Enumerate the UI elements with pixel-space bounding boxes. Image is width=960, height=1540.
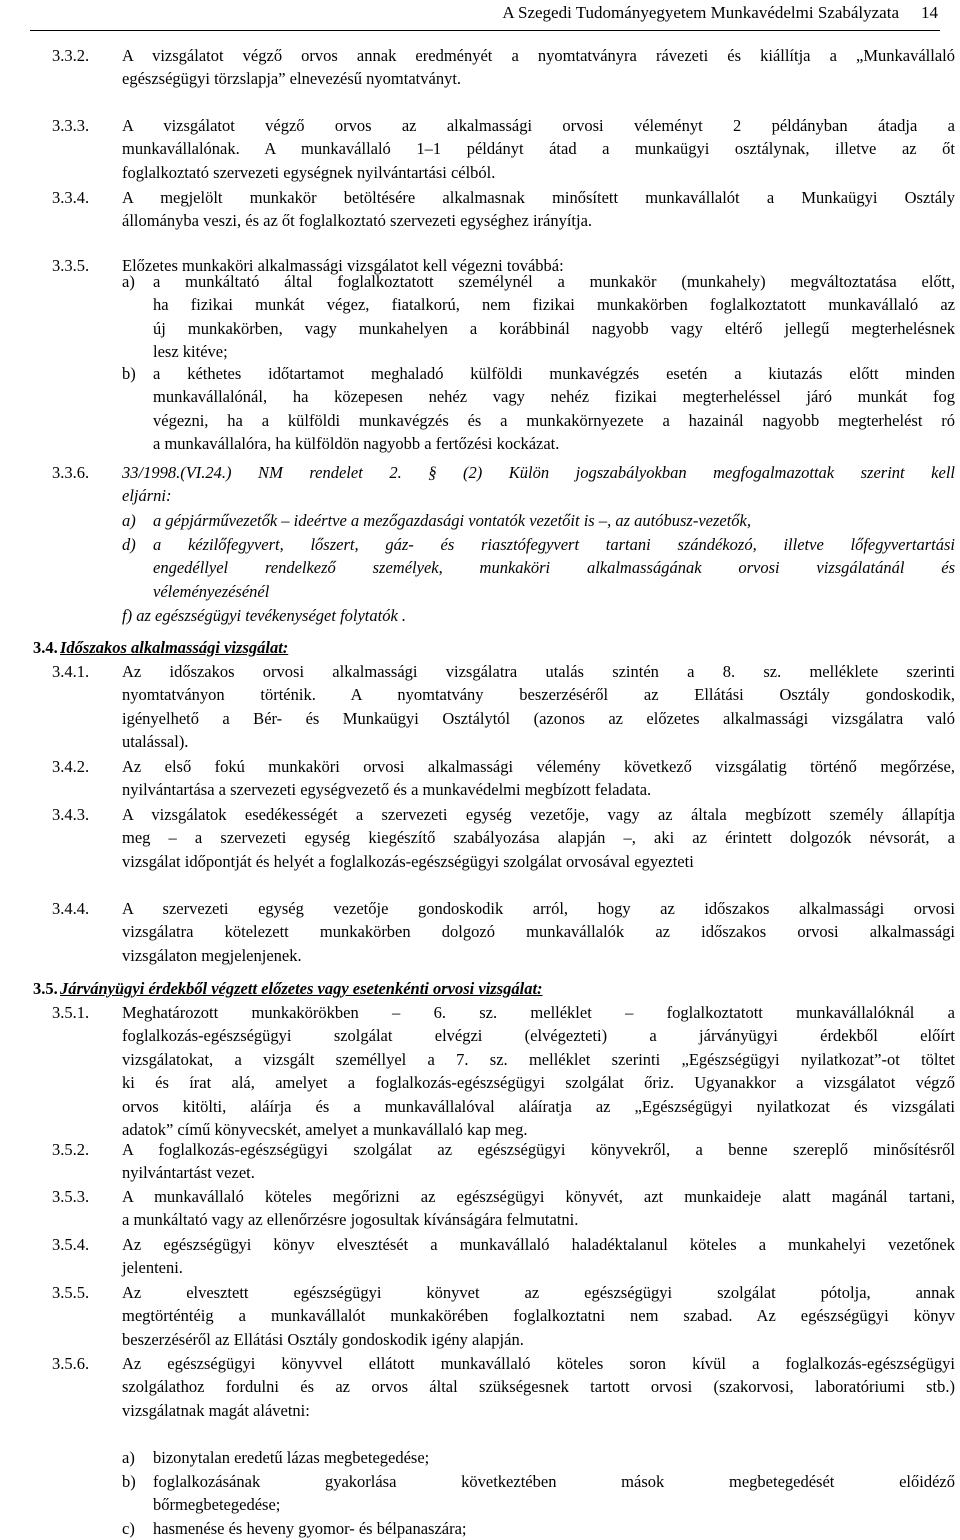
- list-item: [0, 1446, 960, 1469]
- paragraph-number: 3.3.3.: [52, 116, 90, 135]
- text-line: Az időszakos orvosi alkalmassági vizsgálatra utalás szintén a 8. sz. melléklete szerinti: [122, 662, 955, 681]
- text-line: a gépjárművezetők – ideértve a mezőgazdasági vontatók vezetőit is –, az autóbusz-vezetők,: [153, 511, 751, 530]
- paragraph-number: 3.4.4.: [52, 899, 90, 918]
- text-line: munkavállalónál, ha közepesen nehéz vagy nehéz fizikai megterheléssel járó munkát fog: [153, 387, 955, 407]
- text-line: egészségügyi törzslapja” elnevezésű nyomtatványt.: [122, 69, 462, 89]
- list-item: [0, 362, 960, 456]
- text-line: 33/1998.(VI.24.) NM rendelet 2. § (2) Külön jogszabályokban megfogalmazottak szerint kell: [122, 463, 955, 482]
- header-title: A Szegedi Tudományegyetem Munkavédelmi Szabályzata: [502, 3, 899, 22]
- text-line: vizsgálat időpontját és helyét a foglalkozás-egészségügyi szolgálat orvosával egyezteti: [122, 851, 694, 871]
- text-line: állományba veszi, és az őt foglalkoztató szervezeti egységhez irányítja.: [122, 211, 593, 231]
- text-line: meg – a szervezeti egység kiegészítő szabályozása alapján –, aki az érintett dolgozók névsorát, a: [122, 828, 955, 848]
- list-item: [0, 270, 960, 364]
- text-line: a munkáltató vagy az ellenőrzésre jogosultak kívánságára felmutatni.: [122, 1210, 579, 1230]
- list-label: b): [122, 1472, 136, 1491]
- text-line: A vizsgálatok esedékességét a szervezeti egység vezetője, vagy az általa megbízott személy állapítja: [122, 805, 955, 824]
- section-heading: [0, 636, 960, 659]
- text-line: Előzetes munkaköri alkalmassági vizsgálatot kell végezni továbbá:: [122, 256, 564, 275]
- text-line: Az egészségügyi könyvvel ellátott munkavállaló köteles soron kívül a foglalkozás-egészségügyi: [122, 1354, 955, 1373]
- numbered-paragraph: [0, 1185, 960, 1232]
- text-line: a munkáltató által foglalkoztatott személynél a munkakör (munkahely) megváltoztatása előtt,: [153, 272, 955, 291]
- text-line: megtörténtéig a munkavállalót munkakörében foglalkoztatni nem szabad. Az egészségügyi könyv: [122, 1306, 955, 1326]
- section-title: Időszakos alkalmassági vizsgálat:: [60, 638, 289, 657]
- text-line: bizonytalan eredetű lázas megbetegedése;: [153, 1448, 430, 1467]
- text-line: eljárni:: [122, 486, 172, 506]
- text-line: jelenteni.: [122, 1258, 183, 1278]
- text-line: nyilvántartása a szervezeti egységvezető és a munkavédelmi megbízott feladata.: [122, 780, 652, 800]
- text-line: ki és írat alá, amelyet a foglalkozás-egészségügyi szolgálat őriz. Ugyanakkor a vizsgálatot végző: [122, 1073, 955, 1093]
- numbered-paragraph: [0, 44, 960, 91]
- paragraph-number: 3.5.1.: [52, 1003, 90, 1022]
- text-line: A vizsgálatot végző orvos az alkalmassági orvosi véleményt 2 példányban átadja a: [122, 116, 955, 135]
- numbered-paragraph: [0, 660, 960, 754]
- paragraph-number: 3.4.2.: [52, 757, 90, 776]
- numbered-paragraph: [0, 114, 960, 184]
- text-line: foglalkozás-egészségügyi szolgálat elvégzi (elvégezteti) a járványügyi érdekből előírt: [122, 1026, 955, 1046]
- text-line: foglalkoztató szervezeti egységnek nyilvántartási célból.: [122, 162, 496, 182]
- text-line: munkavállalónak. A munkavállaló 1–1 példányt átad a munkaügyi osztálynak, illetve az őt: [122, 139, 955, 159]
- text-line: foglalkozásának gyakorlása következtében mások megbetegedését előidéző: [153, 1472, 955, 1491]
- text-line: véleményezésénél: [153, 581, 270, 601]
- page-number: 14: [921, 3, 938, 22]
- text-line: adatok” című könyvecskét, amelyet a munkavállaló kap meg.: [122, 1120, 528, 1139]
- text-line: ha fizikai munkát végez, fiatalkorú, nem fizikai munkakörben foglalkoztatott munkavállaló az: [153, 295, 955, 315]
- text-line: Az egészségügyi könyv elvesztését a munkavállaló haladéktalanul köteles a munkahelyi vezetőnek: [122, 1235, 955, 1254]
- numbered-paragraph: [0, 1138, 960, 1185]
- numbered-paragraph: [0, 1001, 960, 1141]
- text-line: végezni, ha a külföldi munkavégzés és a munkakörnyezete a hazainál nagyobb megterhelést ró: [153, 410, 955, 430]
- text-line: f) az egészségügyi tevékenységet folytatók .: [122, 606, 407, 625]
- paragraph-number: 3.3.2.: [52, 46, 90, 65]
- paragraph-number: 3.4.1.: [52, 662, 90, 681]
- list-label: a): [122, 272, 135, 291]
- text-line: utalással).: [122, 732, 189, 752]
- section-number: 3.5.: [33, 979, 58, 998]
- list-item: [0, 604, 960, 627]
- text-line: szolgálathoz fordulni és az orvos által szükségesnek tartott orvosi (szakorvosi, laboratóriumi stb.): [122, 1377, 955, 1397]
- numbered-paragraph: [0, 755, 960, 802]
- text-line: A megjelölt munkakör betöltésére alkalmasnak minősített munkavállalót a Munkaügyi Osztály: [122, 188, 955, 207]
- text-line: vizsgálatokat, a vizsgált személlyel a 7. sz. melléklet szerinti „Egészségügyi nyilatkozat”-ot töltet: [122, 1049, 955, 1069]
- paragraph-number: 3.4.3.: [52, 805, 90, 824]
- list-item: [0, 1470, 960, 1517]
- paragraph-number: 3.5.2.: [52, 1140, 90, 1159]
- text-line: Az első fokú munkaköri orvosi alkalmassági vélemény következő vizsgálatig történő megőrzése,: [122, 757, 955, 776]
- paragraph-number: 3.5.4.: [52, 1235, 90, 1254]
- numbered-paragraph: [0, 803, 960, 873]
- text-line: vizsgálaton megjelenjenek.: [122, 945, 302, 965]
- text-line: vizsgálatnak magát alávetni:: [122, 1400, 310, 1420]
- list-label: d): [122, 535, 136, 554]
- list-item: [0, 1517, 960, 1540]
- numbered-paragraph: [0, 1352, 960, 1422]
- text-line: vizsgálatra kötelezett munkakörben dolgozó munkavállalók az időszakos orvosi alkalmassági: [122, 922, 955, 942]
- numbered-paragraph: [0, 897, 960, 967]
- page-header: [502, 2, 938, 24]
- list-label: a): [122, 1448, 135, 1467]
- text-line: A szervezeti egység vezetője gondoskodik arról, hogy az időszakos alkalmassági orvosi: [122, 899, 955, 918]
- numbered-paragraph: [0, 461, 960, 508]
- paragraph-number: 3.5.3.: [52, 1187, 90, 1206]
- text-line: Meghatározott munkakörökben – 6. sz. melléklet – foglalkoztatott munkavállalóknál a: [122, 1003, 955, 1022]
- text-line: A munkavállaló köteles megőrizni az egészségügyi könyvét, azt munkaideje alatt magánál tartani,: [122, 1187, 955, 1206]
- list-item: [0, 509, 960, 532]
- text-line: A vizsgálatot végző orvos annak eredményét a nyomtatványra rávezeti és kiállítja a „Munkavállaló: [122, 46, 955, 65]
- text-line: beszerzéséről az Ellátási Osztály gondoskodik igény alapján.: [122, 1329, 524, 1349]
- paragraph-number: 3.5.5.: [52, 1283, 90, 1302]
- numbered-paragraph: [0, 1281, 960, 1351]
- text-line: A foglalkozás-egészségügyi szolgálat az egészségügyi könyvekről, a benne szereplő minősítésről: [122, 1140, 955, 1159]
- header-rule: [30, 30, 940, 31]
- text-line: a kéthetes időtartamot meghaladó külföldi munkavégzés esetén a kiutazás előtt minden: [153, 364, 955, 383]
- text-line: bőrmegbetegedése;: [153, 1495, 281, 1515]
- paragraph-number: 3.5.6.: [52, 1354, 90, 1373]
- text-line: engedéllyel rendelkező személyek, munkaköri alkalmasságának orvosi vizsgálatánál és: [153, 558, 955, 578]
- numbered-paragraph: [0, 186, 960, 233]
- paragraph-number: 3.3.6.: [52, 463, 90, 482]
- section-heading: [0, 977, 960, 1000]
- text-line: a kézilőfegyvert, lőszert, gáz- és riasztófegyvert tartani szándékozó, illetve lőfegyvertartási: [153, 535, 955, 554]
- text-line: nyomtatványon történik. A nyomtatvány beszerzéséről az Ellátási Osztály gondoskodik,: [122, 685, 955, 705]
- text-line: új munkakörben, vagy munkahelyen a korábbinál nagyobb vagy eltérő jellegű megterhelésnek: [153, 318, 955, 338]
- paragraph-number: 3.3.4.: [52, 188, 90, 207]
- text-line: igényelhető a Bér- és Munkaügyi Osztálytól (azonos az előzetes alkalmassági vizsgálatra való: [122, 708, 955, 728]
- list-item: [0, 533, 960, 603]
- text-line: nyilvántartást vezet.: [122, 1163, 255, 1183]
- text-line: hasmenése és heveny gyomor- és bélpanaszára;: [153, 1519, 467, 1538]
- numbered-paragraph: [0, 1233, 960, 1280]
- section-number: 3.4.: [33, 638, 58, 657]
- paragraph-number: 3.3.5.: [52, 256, 90, 275]
- list-label: a): [122, 511, 136, 530]
- text-line: lesz kitéve;: [153, 342, 228, 362]
- text-line: orvos kitölti, aláírja és a munkavállalóval aláíratja az „Egészségügyi nyilatkozat és vizsgálati: [122, 1096, 955, 1116]
- text-line: a munkavállalóra, ha külföldön nagyobb a fertőzési kockázat.: [153, 434, 560, 454]
- list-label: c): [122, 1519, 135, 1538]
- section-title: Járványügyi érdekből végzett előzetes vagy esetenkénti orvosi vizsgálat:: [60, 979, 543, 998]
- list-label: b): [122, 364, 136, 383]
- text-line: Az elvesztett egészségügyi könyvet az egészségügyi szolgálat pótolja, annak: [122, 1283, 955, 1302]
